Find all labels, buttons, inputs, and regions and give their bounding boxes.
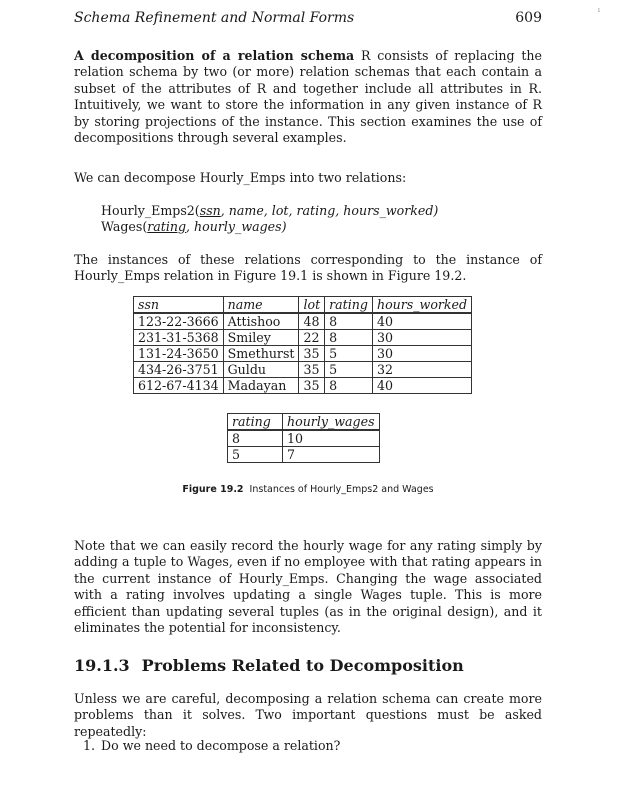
table-cell: 10	[283, 430, 380, 447]
paragraph-decomposition-definition	[74, 48, 542, 146]
column-header: ssn	[134, 297, 224, 314]
list-text: Do we need to decompose a relation?	[101, 738, 341, 753]
table-row	[228, 447, 380, 463]
table-cell: Guldu	[223, 362, 299, 378]
column-header: hours_worked	[372, 297, 471, 314]
table-cell: 40	[372, 313, 471, 330]
table-cell: 8	[228, 430, 283, 447]
table-cell: 8	[325, 330, 373, 346]
table-cell: 123-22-3666	[134, 313, 224, 330]
column-header: hourly_wages	[283, 414, 380, 431]
section-heading	[74, 656, 464, 675]
table-cell: 40	[372, 378, 471, 394]
table-cell: 48	[299, 313, 325, 330]
table-cell: 22	[299, 330, 325, 346]
paragraph-decompose-intro: We can decompose Hourly_Emps into two relations:	[74, 170, 407, 185]
table-row	[134, 378, 472, 394]
list-number: 1.	[83, 738, 96, 753]
table-wages	[227, 413, 380, 463]
table-cell: Smethurst	[223, 346, 299, 362]
schema-name: Wages(	[101, 219, 148, 234]
table-cell: 35	[299, 378, 325, 394]
table-cell: 5	[325, 362, 373, 378]
table-row	[134, 313, 472, 330]
table-cell: 5	[325, 346, 373, 362]
list-item	[83, 738, 340, 753]
schema-name: Hourly_Emps2(	[101, 203, 200, 218]
table-cell: Madayan	[223, 378, 299, 394]
schema-key: ssn	[199, 203, 221, 218]
schema-hourly-emps2	[101, 203, 438, 219]
table-row	[134, 346, 472, 362]
schema-wages	[101, 219, 287, 235]
table-cell: 131-24-3650	[134, 346, 224, 362]
schema-key: rating	[147, 219, 187, 234]
figure-label: Figure 19.2	[182, 484, 244, 495]
table-cell: 612-67-4134	[134, 378, 224, 394]
table-row	[228, 430, 380, 447]
table-cell: 231-31-5368	[134, 330, 224, 346]
section-number: 19.1.3	[74, 656, 130, 675]
table-cell: 35	[299, 362, 325, 378]
corner-mark: ı	[597, 6, 600, 14]
defined-term: A decomposition of a relation schema	[74, 48, 355, 63]
table-row	[134, 362, 472, 378]
paragraph-note: Note that we can easily record the hourly wage for any rating simply by adding a tuple to Wages, even if no employee with that rating appears in the current instance of Hourly_Emps. Changing the wage associated with a rating involves updating a single Wages tuple. This is more efficient than updating several tuples (as in the original design), and it eliminates the potential for inconsistency.	[74, 538, 542, 636]
table-cell: 8	[325, 313, 373, 330]
schema-attributes: , hourly_wages)	[186, 219, 287, 234]
section-title: Problems Related to Decomposition	[141, 656, 464, 675]
table-cell: 5	[228, 447, 283, 463]
column-header: lot	[299, 297, 325, 314]
table-hourly-emps2	[133, 296, 472, 394]
figure-caption-text: Instances of Hourly_Emps2 and Wages	[249, 484, 434, 495]
paragraph-problems: Unless we are careful, decomposing a relation schema can create more problems than it solves. Two important questions must be asked repeatedly:	[74, 691, 542, 739]
paragraph-text: R consists of replacing the relation schema by two (or more) relation schemas that each contain a subset of the attributes of R and together include all attributes in R. Intuitively, we want to store the information in any given instance of R by storing projections of the instance. This section examines the use of decompositions through several examples.	[74, 48, 542, 146]
column-header: name	[223, 297, 299, 314]
page-header	[74, 10, 542, 30]
paragraph-instances: The instances of these relations corresponding to the instance of Hourly_Emps relation in Figure 19.1 is shown in Figure 19.2.	[74, 252, 542, 284]
schema-attributes: , name, lot, rating, hours_worked)	[220, 203, 439, 218]
table-cell: 434-26-3751	[134, 362, 224, 378]
table-row	[134, 330, 472, 346]
table-cell: Smiley	[223, 330, 299, 346]
figure-caption	[74, 484, 542, 495]
table-cell: 30	[372, 330, 471, 346]
table-cell: 30	[372, 346, 471, 362]
table-cell: 8	[325, 378, 373, 394]
running-title: Schema Refinement and Normal Forms	[74, 10, 355, 26]
table-cell: 35	[299, 346, 325, 362]
column-header: rating	[228, 414, 283, 431]
table-cell: 7	[283, 447, 380, 463]
column-header: rating	[325, 297, 373, 314]
table-cell: Attishoo	[223, 313, 299, 330]
table-cell: 32	[372, 362, 471, 378]
page-number: 609	[515, 10, 542, 26]
